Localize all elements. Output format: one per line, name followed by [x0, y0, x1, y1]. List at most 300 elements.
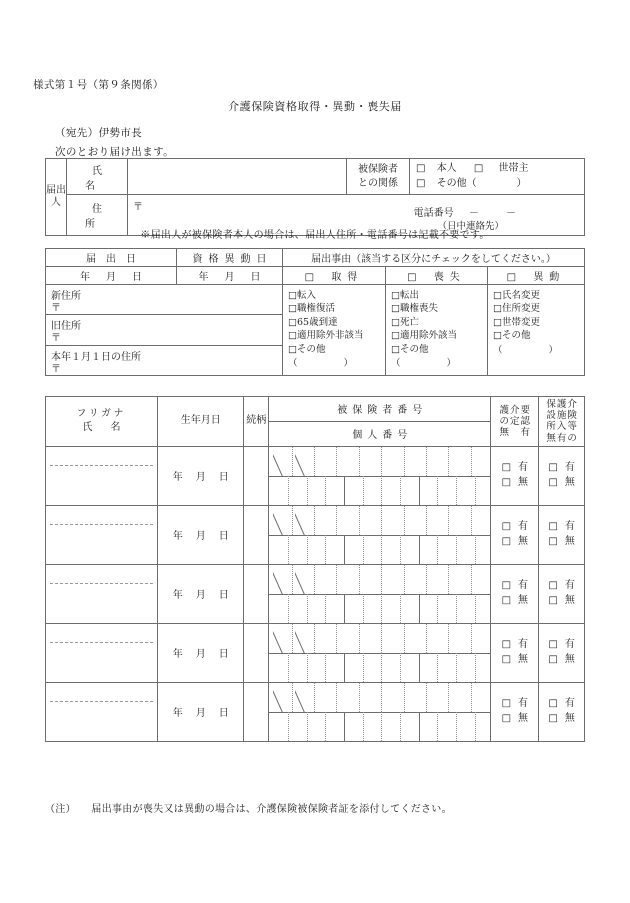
- facility-admission-yes-checkbox[interactable]: □: [548, 639, 558, 651]
- insured-number-divider: [448, 624, 449, 653]
- relation-checkbox-head[interactable]: □: [473, 163, 484, 174]
- acquire-item-3[interactable]: [288, 329, 385, 342]
- insured-number-divider: [292, 506, 293, 535]
- care-cert-vcol-2: [500, 405, 510, 439]
- care-certification-yes[interactable]: [491, 579, 538, 594]
- personal-number-divider: [288, 594, 289, 623]
- insured-number-divider: [404, 683, 405, 712]
- relation-option-self: 本人: [436, 163, 457, 174]
- facility-char-2-1: 設: [546, 410, 556, 422]
- acquire-label-2: 65歳到達: [296, 316, 338, 328]
- facility-admission-yes[interactable]: [539, 461, 584, 476]
- tab-acquire-checkbox[interactable]: □: [304, 272, 315, 283]
- care-certification-no[interactable]: [491, 535, 538, 550]
- insured-number-divider: [381, 624, 382, 653]
- relation-option-head: 世帯主: [498, 163, 529, 174]
- personal-number-divider: [381, 535, 382, 564]
- table-row: [46, 446, 585, 505]
- insured-number-divider: [471, 565, 472, 594]
- loss-item-1[interactable]: [391, 302, 487, 315]
- facility-char-2-2: 所: [546, 421, 556, 433]
- change-checkbox-3[interactable]: □: [493, 330, 502, 342]
- acquire-item-4[interactable]: [288, 343, 385, 356]
- personal-number-divider: [419, 712, 420, 741]
- personal-number-divider: [288, 535, 289, 564]
- care-certification-yes-label: 有: [518, 639, 529, 651]
- personal-number-divider: [475, 653, 476, 682]
- insured-number-row[interactable]: [269, 624, 490, 654]
- care-certification-cell[interactable]: [491, 564, 539, 623]
- change-item-2[interactable]: [493, 316, 584, 329]
- facility-admission-yes-checkbox[interactable]: □: [548, 462, 558, 474]
- insured-persons-table: [45, 396, 585, 742]
- personal-number-divider: [419, 653, 420, 682]
- change-label-1: 住所変更: [501, 303, 540, 315]
- personal-number-divider: [400, 594, 401, 623]
- person-dob-format: 年月日: [172, 708, 242, 720]
- acquire-close-paren: ）: [343, 358, 354, 370]
- person-dob-cell[interactable]: [158, 446, 244, 505]
- personal-number-divider: [437, 653, 438, 682]
- person-dob-cell[interactable]: [158, 505, 244, 564]
- personal-number-divider: [344, 594, 345, 623]
- facility-admission-yes[interactable]: [539, 697, 584, 712]
- old-address-zip: 〒: [51, 333, 61, 345]
- phone-label: 電話番号: [413, 208, 454, 219]
- personal-number-divider: [325, 712, 326, 741]
- insured-number-divider: [404, 447, 405, 476]
- facility-admission-cell[interactable]: [539, 446, 585, 505]
- insured-number-divider: [426, 683, 427, 712]
- tab-change-checkbox[interactable]: □: [506, 272, 517, 283]
- personal-number-divider: [363, 594, 364, 623]
- facility-admission-yes-checkbox[interactable]: □: [548, 521, 558, 533]
- person-relation-cell[interactable]: [244, 505, 269, 564]
- insured-number-row[interactable]: [269, 506, 490, 536]
- loss-close-paren: ）: [446, 358, 457, 370]
- relation-checkbox-self[interactable]: □: [416, 163, 426, 174]
- care-certification-yes-checkbox[interactable]: □: [501, 639, 512, 651]
- insured-number-divider: [381, 565, 382, 594]
- change-checkbox-2[interactable]: □: [493, 316, 502, 328]
- personal-number-divider: [344, 476, 345, 505]
- care-cert-char-1-0: 介: [510, 404, 520, 416]
- facility-admission-yes-label: 有: [564, 462, 575, 474]
- facility-char-1-2: 入: [556, 421, 567, 433]
- care-certification-yes-label: 有: [518, 698, 529, 710]
- person-relation-cell[interactable]: [244, 446, 269, 505]
- care-certification-cell[interactable]: [491, 623, 539, 682]
- care-certification-no[interactable]: [491, 712, 538, 727]
- insured-number-row[interactable]: [269, 565, 490, 595]
- facility-admission-no-checkbox[interactable]: □: [548, 535, 558, 547]
- acquire-other-input[interactable]: [288, 357, 385, 370]
- facility-admission-no-checkbox[interactable]: □: [548, 594, 558, 606]
- personal-number-divider: [400, 712, 401, 741]
- facility-admission-cell[interactable]: [539, 505, 585, 564]
- tab-change[interactable]: [488, 267, 585, 285]
- old-address-cell[interactable]: [46, 315, 283, 345]
- personal-number-divider: [400, 653, 401, 682]
- personal-number-divider: [307, 712, 308, 741]
- submit-date-field[interactable]: [46, 267, 177, 285]
- insured-number-divider: [359, 447, 360, 476]
- jan-address-cell[interactable]: [46, 345, 283, 375]
- care-certification-no-checkbox[interactable]: □: [501, 476, 512, 488]
- change-label-3: その他: [501, 330, 531, 342]
- facility-admission-no-checkbox[interactable]: □: [548, 476, 558, 488]
- table-row: [46, 682, 585, 741]
- care-cert-char-1-2: [510, 427, 520, 438]
- care-certification-no-label: 無: [518, 535, 529, 547]
- loss-label-1: 職権喪失: [399, 303, 438, 315]
- care-certification-cell[interactable]: [491, 446, 539, 505]
- intro-line: 次のとおり届け出ます。: [55, 146, 175, 158]
- facility-admission-yes-label: 有: [564, 698, 575, 710]
- tab-acquire-label: 取得: [331, 272, 364, 283]
- facility-admission-yes[interactable]: [539, 579, 584, 594]
- personal-number-row[interactable]: [269, 594, 490, 623]
- insured-number-divider: [314, 447, 315, 476]
- footnote-lead: （注）: [45, 804, 76, 815]
- loss-checkbox-2[interactable]: □: [391, 316, 400, 328]
- personal-number-row[interactable]: [269, 476, 490, 505]
- care-certification-yes[interactable]: [491, 697, 538, 712]
- insured-number-divider: [381, 506, 382, 535]
- acquire-checkbox-3[interactable]: □: [288, 330, 297, 342]
- personal-number-divider: [437, 535, 438, 564]
- loss-checkbox-1[interactable]: □: [391, 303, 400, 315]
- tab-loss[interactable]: [386, 267, 488, 285]
- reason-table: [45, 248, 585, 376]
- person-name-cell[interactable]: [46, 564, 158, 623]
- person-relation-cell[interactable]: [244, 682, 269, 741]
- care-certification-no[interactable]: [491, 653, 538, 668]
- change-item-0[interactable]: [493, 289, 584, 302]
- personal-number-row[interactable]: [269, 653, 490, 682]
- personal-number-divider: [437, 712, 438, 741]
- personal-number-divider: [288, 653, 289, 682]
- loss-label-2: 死亡: [399, 316, 419, 328]
- person-number-grid[interactable]: [269, 446, 491, 505]
- person-dob-cell[interactable]: [158, 623, 244, 682]
- personal-number-divider: [288, 476, 289, 505]
- facility-admission-cell[interactable]: [539, 682, 585, 741]
- care-certification-no[interactable]: [491, 594, 538, 609]
- loss-item-2[interactable]: [391, 316, 487, 329]
- acquire-checkbox-4[interactable]: □: [288, 343, 297, 355]
- facility-admission-no-label: 無: [564, 712, 575, 724]
- facility-char-0-1: 険: [567, 410, 577, 422]
- facility-char-1-3: 有: [556, 432, 567, 444]
- facility-char-2-0: 保: [546, 399, 556, 410]
- loss-other-input[interactable]: [391, 357, 487, 370]
- facility-admission-no-checkbox[interactable]: □: [548, 712, 558, 724]
- change-reason-list: [488, 285, 585, 376]
- insured-number-divider: [336, 506, 337, 535]
- personal-number-divider: [419, 535, 420, 564]
- facility-admission-cell[interactable]: [539, 623, 585, 682]
- name-label-cell: [67, 159, 128, 195]
- relation-label-line1: 被保険者: [358, 164, 398, 175]
- loss-label-3: 適用除外該当: [399, 330, 457, 342]
- notifier-side-label: [46, 159, 67, 236]
- phone-dash-1: －: [468, 208, 479, 219]
- submit-date-format: 年月日: [80, 272, 158, 283]
- insured-number-divider: [448, 447, 449, 476]
- relation-column-header: 続柄: [244, 397, 269, 447]
- relation-checkbox-other[interactable]: □: [416, 177, 426, 189]
- slash-mark-1: [273, 506, 287, 535]
- personal-number-divider: [400, 476, 401, 505]
- personal-number-divider: [363, 653, 364, 682]
- tab-loss-label: 喪失: [433, 272, 466, 283]
- care-certification-no-checkbox[interactable]: □: [501, 712, 512, 724]
- footnote-text: 届出事由が喪失又は異動の場合は、介護保険被保険者証を添付してください。: [91, 804, 452, 815]
- facility-admission-no-label: 無: [564, 653, 575, 665]
- care-certification-no-label: 無: [518, 594, 529, 606]
- insured-number-divider: [471, 683, 472, 712]
- acquire-label-3: 適用除外非該当: [296, 330, 364, 342]
- insured-number-divider: [336, 565, 337, 594]
- name-input-cell[interactable]: [128, 159, 347, 195]
- facility-admission-yes-label: 有: [564, 639, 575, 651]
- person-dob-format: 年月日: [172, 531, 242, 543]
- change-date-header: [177, 249, 283, 267]
- person-number-grid[interactable]: [269, 564, 491, 623]
- insured-number-divider: [359, 624, 360, 653]
- reason-title-header: 届出事由（該当する区分にチェックをしてください。）: [283, 249, 585, 267]
- personal-number-divider: [381, 653, 382, 682]
- new-address-label: 新住所: [51, 291, 81, 303]
- personal-number-row[interactable]: [269, 712, 490, 741]
- insured-number-header: 被保険者番号: [269, 397, 491, 422]
- name-label-text: 氏名: [85, 165, 116, 192]
- loss-reason-list: [386, 285, 488, 376]
- change-label-2: 世帯変更: [501, 316, 540, 328]
- personal-number-divider: [437, 476, 438, 505]
- facility-char-1-0: 護: [556, 399, 567, 410]
- reason-header-row: [46, 249, 585, 267]
- person-number-grid[interactable]: [269, 623, 491, 682]
- insured-number-row[interactable]: [269, 683, 490, 713]
- care-certification-yes[interactable]: [491, 520, 538, 535]
- person-name-cell[interactable]: [46, 623, 158, 682]
- change-other-input[interactable]: [493, 344, 584, 357]
- facility-char-2-3: 無: [546, 432, 556, 444]
- acquire-checkbox-0[interactable]: □: [288, 290, 297, 301]
- new-address-cell[interactable]: [46, 285, 283, 315]
- mid-note: ※届出人が被保険者本人の場合は、届出人住所・電話番号は記載不要です。: [140, 230, 490, 241]
- personal-number-divider: [381, 476, 382, 505]
- slash-mark-2: [295, 683, 309, 712]
- care-cert-char-0-1: 認: [520, 415, 531, 427]
- care-cert-vcol-1: [510, 405, 520, 439]
- person-relation-cell[interactable]: [244, 623, 269, 682]
- facility-admission-no-checkbox[interactable]: □: [548, 653, 558, 665]
- person-relation-cell[interactable]: [244, 564, 269, 623]
- personal-number-divider: [325, 476, 326, 505]
- care-certification-yes-checkbox[interactable]: □: [501, 698, 512, 710]
- personal-number-divider: [456, 653, 457, 682]
- facility-admission-no-label: 無: [564, 594, 575, 606]
- personal-number-divider: [325, 535, 326, 564]
- change-checkbox-1[interactable]: □: [493, 303, 502, 315]
- facility-admission-cell[interactable]: [539, 564, 585, 623]
- care-cert-char-2-1: の: [499, 415, 510, 427]
- loss-item-0[interactable]: [391, 289, 487, 302]
- loss-item-3[interactable]: [391, 329, 487, 342]
- new-address-row: [46, 285, 585, 315]
- loss-item-4[interactable]: [391, 343, 487, 356]
- tab-acquire[interactable]: [283, 267, 386, 285]
- care-certification-cell[interactable]: [491, 682, 539, 741]
- facility-vcol-0: [567, 399, 577, 444]
- change-checkbox-0[interactable]: □: [493, 290, 502, 301]
- facility-char-0-2: 等: [567, 421, 577, 433]
- care-certification-yes-checkbox[interactable]: □: [501, 462, 512, 474]
- table-row: [46, 564, 585, 623]
- person-dob-cell[interactable]: [158, 564, 244, 623]
- page-title: 介護保険資格取得・異動・喪失届: [228, 100, 402, 113]
- facility-char-1-1: 施: [556, 410, 567, 422]
- loss-checkbox-0[interactable]: □: [391, 290, 400, 301]
- insured-number-divider: [359, 506, 360, 535]
- care-certification-no-checkbox[interactable]: □: [501, 535, 512, 547]
- notifier-name-row: [46, 159, 585, 195]
- person-name-cell[interactable]: [46, 682, 158, 741]
- care-certification-yes-checkbox[interactable]: □: [501, 521, 512, 533]
- facility-admission-yes[interactable]: [539, 520, 584, 535]
- loss-open-paren: （: [391, 358, 401, 370]
- personal-number-divider: [288, 712, 289, 741]
- insured-number-divider: [426, 447, 427, 476]
- personal-number-divider: [363, 535, 364, 564]
- change-date-field[interactable]: [177, 267, 283, 285]
- slash-mark-2: [295, 624, 309, 653]
- personal-number-divider: [307, 594, 308, 623]
- insured-number-divider: [448, 506, 449, 535]
- relation-label-cell: [347, 159, 410, 195]
- care-certification-no[interactable]: [491, 476, 538, 491]
- facility-admission-no-label: 無: [564, 535, 575, 547]
- facility-admission-no[interactable]: [539, 653, 584, 668]
- person-dob-cell[interactable]: [158, 682, 244, 741]
- personal-number-header: 個人番号: [269, 421, 491, 446]
- slash-mark-2: [295, 565, 309, 594]
- change-date-header-text: 資格異動日: [192, 254, 273, 265]
- slash-mark-1: [273, 565, 287, 594]
- insured-number-divider: [426, 506, 427, 535]
- personal-number-divider: [419, 476, 420, 505]
- relation-option-row-2: [416, 177, 584, 192]
- facility-admission-no[interactable]: [539, 476, 584, 491]
- insured-number-divider: [292, 683, 293, 712]
- personal-number-divider: [381, 712, 382, 741]
- care-certification-cell[interactable]: [491, 505, 539, 564]
- facility-admission-yes[interactable]: [539, 638, 584, 653]
- person-number-grid[interactable]: [269, 505, 491, 564]
- care-cert-char-0-2: 有: [520, 427, 531, 438]
- relation-label-line2: との関係: [358, 177, 398, 189]
- change-item-3[interactable]: [493, 329, 584, 342]
- loss-checkbox-3[interactable]: □: [391, 330, 400, 342]
- insured-number-divider: [359, 683, 360, 712]
- personal-number-divider: [325, 653, 326, 682]
- person-name-cell[interactable]: [46, 505, 158, 564]
- care-certification-no-label: 無: [518, 653, 529, 665]
- loss-label-4: その他: [399, 343, 429, 355]
- person-number-grid[interactable]: [269, 682, 491, 741]
- insured-number-divider: [336, 624, 337, 653]
- care-certification-yes[interactable]: [491, 638, 538, 653]
- acquire-checkbox-1[interactable]: □: [288, 303, 297, 315]
- care-cert-char-0-0: 要: [520, 404, 531, 416]
- facility-admission-header: [539, 397, 585, 447]
- insured-number-divider: [359, 565, 360, 594]
- personal-number-divider: [456, 476, 457, 505]
- insured-number-divider: [292, 447, 293, 476]
- loss-checkbox-4[interactable]: □: [391, 343, 400, 355]
- acquire-item-2[interactable]: [288, 316, 385, 329]
- notifier-table: [45, 158, 585, 236]
- personal-number-divider: [419, 594, 420, 623]
- care-certification-yes[interactable]: [491, 461, 538, 476]
- change-open-paren: （: [493, 344, 503, 356]
- facility-admission-yes-checkbox[interactable]: □: [548, 580, 558, 592]
- facility-vcol-2: [546, 399, 556, 444]
- insured-number-divider: [292, 624, 293, 653]
- personal-number-divider: [307, 535, 308, 564]
- change-date-format: 年月日: [198, 272, 277, 283]
- change-close-paren: ）: [548, 344, 559, 356]
- insured-number-divider: [314, 506, 315, 535]
- table-row: [46, 623, 585, 682]
- phone-sublabel: （日中連絡先）: [437, 220, 505, 232]
- care-cert-char-1-1: 定: [510, 415, 520, 427]
- personal-number-divider: [400, 535, 401, 564]
- care-certification-yes-label: 有: [518, 580, 529, 592]
- care-certification-no-checkbox[interactable]: □: [501, 594, 512, 606]
- personal-number-divider: [475, 594, 476, 623]
- insured-number-divider: [426, 624, 427, 653]
- tab-loss-checkbox[interactable]: □: [407, 272, 417, 283]
- change-item-1[interactable]: [493, 302, 584, 315]
- insured-number-row[interactable]: [269, 447, 490, 477]
- insured-number-divider: [314, 624, 315, 653]
- personal-number-divider: [475, 712, 476, 741]
- care-certification-header: [491, 397, 539, 447]
- person-dob-format: 年月日: [172, 472, 242, 484]
- acquire-checkbox-2[interactable]: □: [288, 316, 297, 328]
- personal-number-divider: [475, 476, 476, 505]
- care-certification-yes-checkbox[interactable]: □: [501, 580, 512, 592]
- facility-admission-yes-checkbox[interactable]: □: [548, 698, 558, 710]
- insured-number-divider: [404, 506, 405, 535]
- facility-admission-no[interactable]: [539, 535, 584, 550]
- new-address-zip: 〒: [51, 303, 61, 315]
- facility-admission-no[interactable]: [539, 712, 584, 727]
- personal-number-row[interactable]: [269, 535, 490, 564]
- acquire-label-4: その他: [296, 343, 326, 355]
- personal-number-divider: [307, 653, 308, 682]
- relation-options-cell: [410, 159, 585, 195]
- acquire-item-0[interactable]: [288, 289, 385, 302]
- acquire-item-1[interactable]: [288, 302, 385, 315]
- care-certification-no-checkbox[interactable]: □: [501, 653, 512, 665]
- person-name-cell[interactable]: [46, 446, 158, 505]
- facility-admission-no[interactable]: [539, 594, 584, 609]
